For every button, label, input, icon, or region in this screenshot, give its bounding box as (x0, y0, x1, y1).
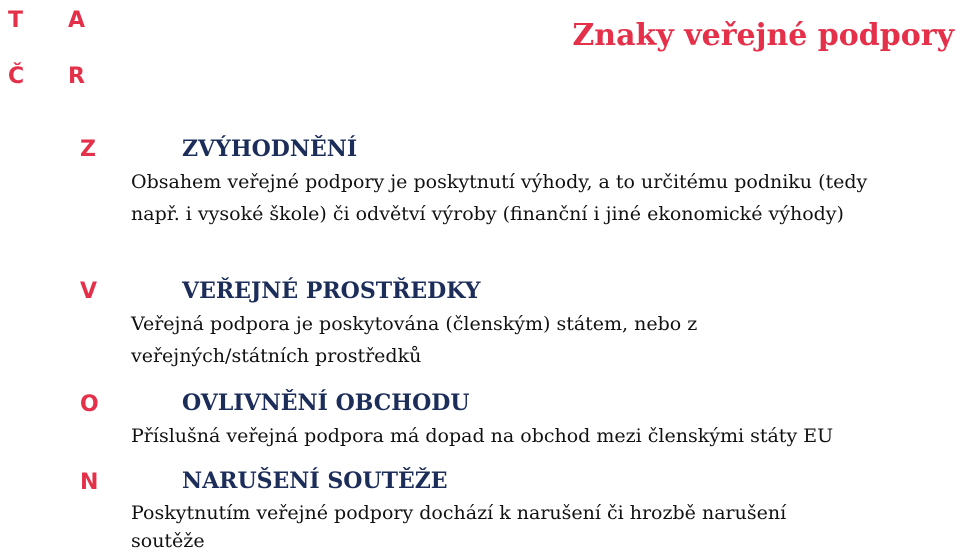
section-heading-naruseni-souteze: NARUŠENÍ SOUTĚŽE (182, 468, 448, 494)
section-text-ovlivneni-obchodu: Příslušná veřejná podpora má dopad na obchod mezi členskými státy EU (131, 425, 834, 447)
section-text-naruseni-souteze: Poskytnutím veřejné podpory dochází k narušení či hrozbě narušení soutěže (131, 502, 787, 552)
logo-letter-a: A (68, 8, 86, 33)
logo-letter-c-caron: Č (8, 64, 25, 89)
section-heading-zvyhodneni: ZVÝHODNĚNÍ (182, 136, 358, 162)
side-letter-v: V (80, 279, 98, 304)
side-letter-n: N (80, 470, 99, 495)
section-heading-verejne-prostredky: VEŘEJNÉ PROSTŘEDKY (182, 278, 481, 304)
logo-letter-r: R (68, 64, 85, 89)
section-text-verejne-prostredky: Veřejná podpora je poskytována (členským) státem, nebo z veřejných/státních prostředků (131, 313, 698, 367)
section-heading-ovlivneni-obchodu: OVLIVNĚNÍ OBCHODU (182, 390, 470, 416)
side-letter-z: Z (80, 137, 96, 162)
logo-letter-t: T (8, 8, 24, 33)
section-text-zvyhodneni: Obsahem veřejné podpory je poskytnutí výhody, a to určitému podniku (tedy např. i vysoké škole) či odvětví výroby (finanční i jiné ekonomické výhody) (131, 171, 868, 225)
side-letter-o: O (80, 392, 99, 417)
page-title: Znaky veřejné podpory (572, 18, 954, 53)
